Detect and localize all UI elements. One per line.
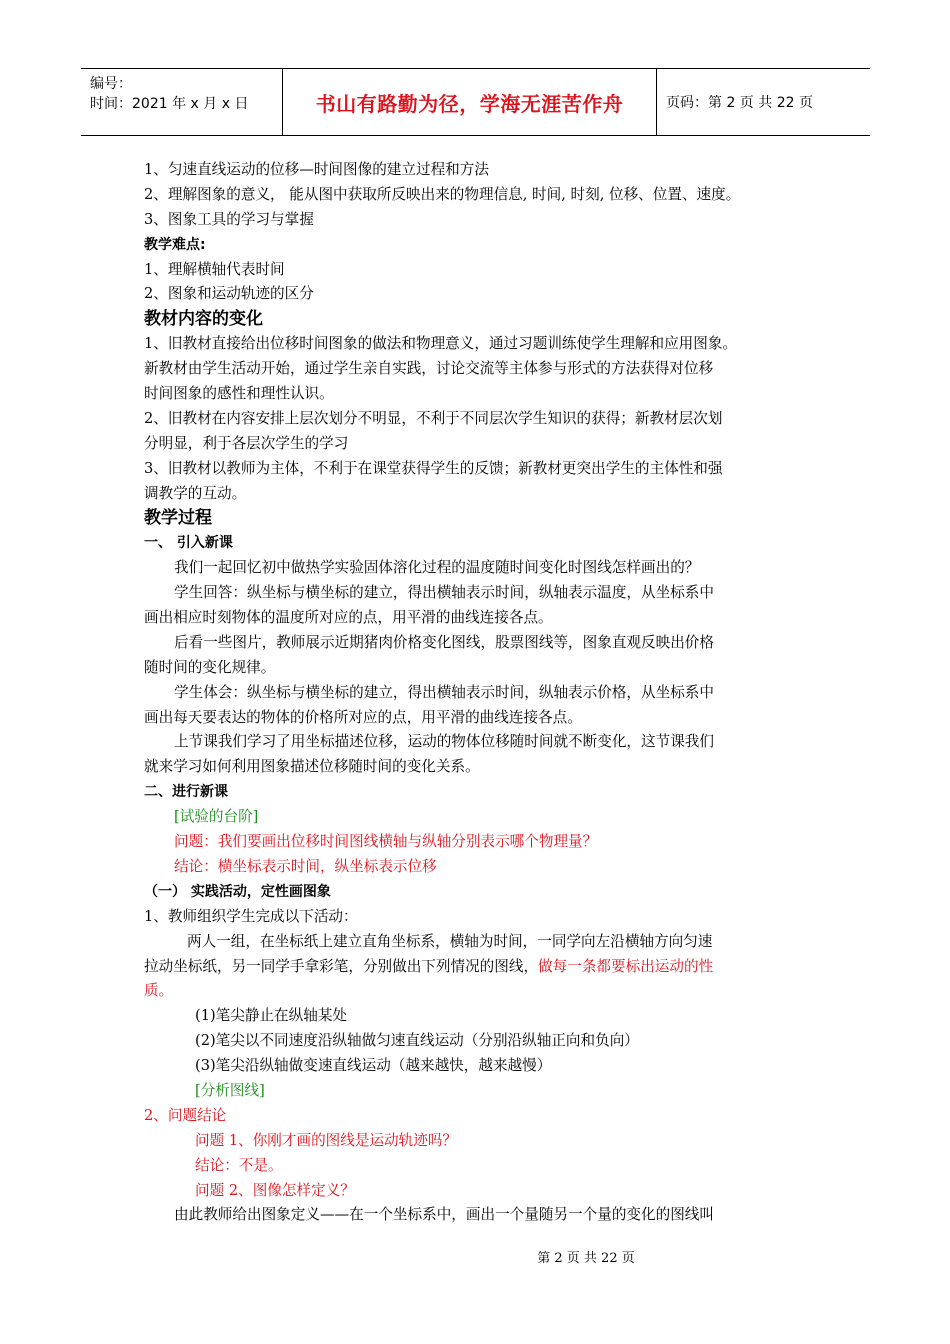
text-line bbox=[144, 432, 824, 457]
line-text: 我们一起回忆初中做热学实验固体溶化过程的温度随时间变化时图线怎样画出的？ bbox=[174, 559, 700, 577]
line-text: 1、匀速直线运动的位移—时间图像的建立过程和方法 bbox=[144, 161, 489, 178]
text-line bbox=[144, 1104, 824, 1129]
line-text: 问题 1、你刚才画的图线是运动轨迹吗？ bbox=[195, 1131, 458, 1149]
line-emphasis-text: 做每一条都要标出运动的性 bbox=[538, 957, 714, 975]
subsection-heading bbox=[144, 233, 824, 258]
line-text: 画出相应时刻物体的温度所对应的点，用平滑的曲线连接各点。 bbox=[144, 609, 553, 627]
line-text: 2、问题结论 bbox=[144, 1106, 227, 1124]
text-line bbox=[144, 1054, 824, 1079]
text-line bbox=[144, 482, 824, 507]
line-text: 上节课我们学习了用坐标描述位移，运动的物体位移随时间就不断变化，这节课我们 bbox=[174, 733, 714, 751]
document-body bbox=[144, 158, 824, 1228]
line-text: (3)笔尖沿纵轴做变速直线运动（越来越快，越来越慢） bbox=[195, 1057, 552, 1075]
subsection-heading bbox=[144, 531, 824, 556]
line-text: 3、图象工具的学习与掌握 bbox=[144, 210, 314, 228]
line-text: 由此教师给出图象定义——在一个坐标系中，画出一个量随另一个量的变化的图线叫 bbox=[174, 1206, 714, 1224]
line-text: 二、进行新课 bbox=[144, 784, 228, 801]
line-text: [分析图线] bbox=[195, 1081, 265, 1099]
text-line bbox=[144, 208, 824, 233]
line-text: 1、旧教材直接给出位移时间图象的做法和物理意义，通过习题训练使学生理解和应用图象。 bbox=[144, 335, 738, 353]
text-line bbox=[144, 805, 824, 830]
page-header bbox=[81, 68, 870, 136]
text-line bbox=[144, 730, 824, 755]
header-id-label: 编号： bbox=[90, 76, 132, 92]
line-text: 2、旧教材在内容安排上层次划分不明显，不利于不同层次学生知识的获得；新教材层次划 bbox=[144, 409, 723, 427]
text-line bbox=[144, 1029, 824, 1054]
text-line bbox=[144, 183, 824, 208]
header-date-label: 时间：2021 年 x 月 x 日 bbox=[90, 96, 249, 112]
text-line bbox=[144, 556, 824, 581]
text-line bbox=[144, 258, 824, 283]
text-line bbox=[144, 656, 824, 681]
text-line bbox=[144, 407, 824, 432]
line-text: 随时间的变化规律。 bbox=[144, 658, 276, 676]
text-line bbox=[144, 581, 824, 606]
text-line bbox=[144, 855, 824, 880]
line-text: [试验的台阶] bbox=[174, 808, 259, 826]
line-text: 一、 引入新课 bbox=[144, 535, 233, 552]
line-text: （一） 实践活动，定性画图象 bbox=[144, 883, 331, 900]
text-line bbox=[144, 158, 824, 183]
line-text: 分明显，利于各层次学生的学习 bbox=[144, 434, 349, 452]
text-line bbox=[144, 357, 824, 382]
page-footer: 第 2 页 共 22 页 bbox=[537, 1251, 635, 1266]
text-line bbox=[144, 606, 824, 631]
text-line bbox=[144, 282, 824, 307]
line-text: 画出每天要表达的物体的价格所对应的点，用平滑的曲线连接各点。 bbox=[144, 708, 582, 726]
text-line bbox=[144, 979, 824, 1004]
line-text: 结论：不是。 bbox=[195, 1156, 283, 1174]
line-text: 新教材由学生活动开始，通过学生亲自实践，讨论交流等主体参与形式的方法获得对位移 bbox=[144, 360, 714, 378]
line-text: 学生体会：纵坐标与横坐标的建立，得出横轴表示时间，纵轴表示价格，从坐标系中 bbox=[174, 683, 714, 701]
line-text: 教学过程 bbox=[144, 508, 212, 529]
text-line bbox=[144, 755, 824, 780]
line-text: 1、理解横轴代表时间 bbox=[144, 260, 285, 278]
text-line bbox=[144, 332, 824, 357]
line-text: 教学难点: bbox=[144, 236, 206, 253]
line-text: (2)笔尖以不同速度沿纵轴做匀速直线运动（分别沿纵轴正向和负向） bbox=[195, 1032, 639, 1050]
text-line bbox=[144, 1154, 824, 1179]
section-heading bbox=[144, 307, 824, 332]
line-text: (1)笔尖静止在纵轴某处 bbox=[195, 1007, 348, 1025]
header-meta bbox=[81, 69, 282, 135]
text-line bbox=[144, 830, 824, 855]
text-line bbox=[144, 1203, 824, 1228]
text-line bbox=[144, 1129, 824, 1154]
text-line bbox=[144, 631, 824, 656]
line-text: 两人一组，在坐标纸上建立直角坐标系，横轴为时间，一同学向左沿横轴方向匀速 bbox=[187, 932, 713, 950]
line-text: 就来学习如何利用图象描述位移随时间的变化关系。 bbox=[144, 758, 480, 776]
subsection-heading bbox=[144, 880, 824, 905]
line-text: 后看一些图片，教师展示近期猪肉价格变化图线，股票图线等，图象直观反映出价格 bbox=[174, 633, 714, 651]
text-line bbox=[144, 1179, 824, 1204]
line-text: 拉动坐标纸，另一同学手拿彩笔，分别做出下列情况的图线， bbox=[144, 957, 539, 975]
text-line bbox=[144, 1079, 824, 1104]
text-line bbox=[144, 1004, 824, 1029]
text-line bbox=[144, 930, 824, 955]
line-text: 质。 bbox=[144, 982, 174, 1000]
line-text: 问题：我们要画出位移时间图线横轴与纵轴分别表示哪个物理量？ bbox=[174, 833, 598, 851]
header-motto: 书山有路勤为径，学海无涯苦作舟 bbox=[282, 69, 657, 135]
text-line bbox=[144, 706, 824, 731]
line-text: 2、理解图象的意义， 能从图中获取所反映出来的物理信息, 时间, 时刻, 位移、位置、速度。 bbox=[144, 185, 741, 203]
line-text: 时间图象的感性和理性认识。 bbox=[144, 385, 334, 403]
subsection-heading bbox=[144, 780, 824, 805]
line-text: 2、图象和运动轨迹的区分 bbox=[144, 285, 314, 303]
line-text: 问题 2、图像怎样定义？ bbox=[195, 1181, 355, 1199]
line-text: 3、旧教材以教师为主体，不利于在课堂获得学生的反馈；新教材更突出学生的主体性和强 bbox=[144, 459, 723, 477]
line-text: 调教学的互动。 bbox=[144, 484, 247, 502]
text-line bbox=[144, 382, 824, 407]
text-line bbox=[144, 905, 824, 930]
line-text: 结论：横坐标表示时间，纵坐标表示位移 bbox=[174, 857, 437, 875]
line-text: 学生回答：纵坐标与横坐标的建立，得出横轴表示时间，纵轴表示温度，从坐标系中 bbox=[174, 584, 714, 602]
line-text: 教材内容的变化 bbox=[144, 309, 263, 330]
header-page-label: 页码：第 2 页 共 22 页 bbox=[666, 95, 813, 111]
line-text: 1、教师组织学生完成以下活动： bbox=[144, 907, 358, 925]
text-line bbox=[144, 955, 824, 980]
section-heading bbox=[144, 506, 824, 531]
text-line bbox=[144, 457, 824, 482]
text-line bbox=[144, 681, 824, 706]
